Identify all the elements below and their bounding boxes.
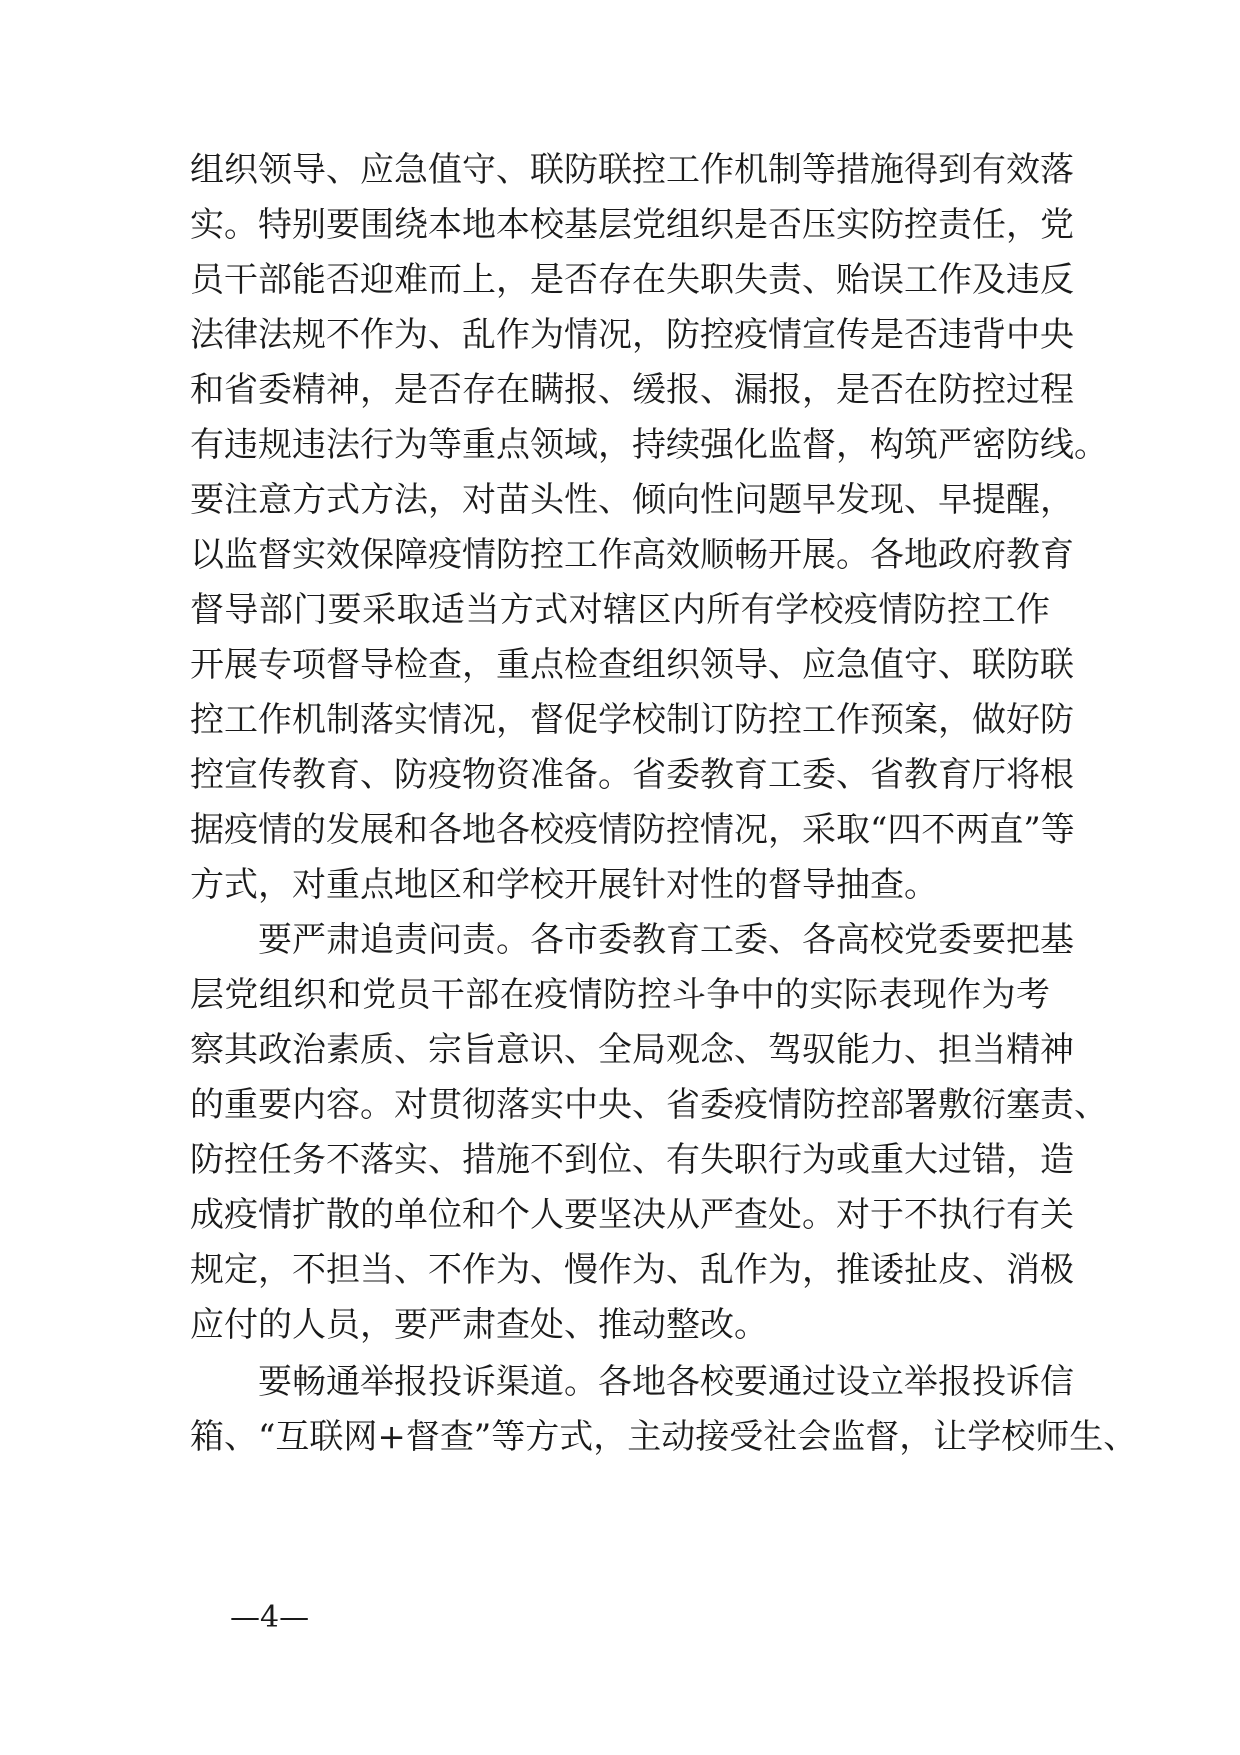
paragraph-line: 组织领导、应急值守、联防联控工作机制等措施得到有效落: [190, 150, 1074, 190]
paragraph-line: 法律法规不作为、乱作为情况，防控疫情宣传是否违背中央: [190, 315, 1074, 355]
paragraph-line: 员干部能否迎难而上，是否存在失职失责、贻误工作及违反: [190, 260, 1074, 300]
paragraph-line: 督导部门要采取适当方式对辖区内所有学校疫情防控工作: [190, 590, 1050, 630]
paragraph-line: 箱、“互联网+督查”等方式，主动接受社会监督，让学校师生、: [190, 1417, 1138, 1457]
paragraph-line: 开展专项督导检查，重点检查组织领导、应急值守、联防联: [190, 645, 1074, 685]
paragraph-line: 要注意方式方法，对苗头性、倾向性问题早发现、早提醒，: [190, 480, 1074, 520]
paragraph-line: 实。特别要围绕本地本校基层党组织是否压实防控责任，党: [190, 205, 1074, 245]
paragraph-line: 控宣传教育、防疫物资准备。省委教育工委、省教育厅将根: [190, 755, 1074, 795]
paragraph-line: 成疫情扩散的单位和个人要坚决从严查处。对于不执行有关: [190, 1195, 1074, 1235]
paragraph-line: 防控任务不落实、措施不到位、有失职行为或重大过错，造: [190, 1140, 1074, 1180]
paragraph-line: 层党组织和党员干部在疫情防控斗争中的实际表现作为考: [190, 975, 1050, 1015]
paragraph-line: 察其政治素质、宗旨意识、全局观念、驾驭能力、担当精神: [190, 1030, 1074, 1070]
paragraph-line: 方式，对重点地区和学校开展针对性的督导抽查。: [190, 865, 938, 905]
paragraph-line: 有违规违法行为等重点领域，持续强化监督，构筑严密防线。: [190, 425, 1108, 465]
paragraph-line: 控工作机制落实情况，督促学校制订防控工作预案，做好防: [190, 700, 1074, 740]
page-number: —4—: [230, 1600, 310, 1635]
paragraph-line: 要畅通举报投诉渠道。各地各校要通过设立举报投诉信: [258, 1362, 1074, 1402]
paragraph-line: 和省委精神，是否存在瞒报、缓报、漏报，是否在防控过程: [190, 370, 1074, 410]
paragraph-line: 据疫情的发展和各地各校疫情防控情况，采取“四不两直”等: [190, 810, 1075, 850]
paragraph-line: 规定，不担当、不作为、慢作为、乱作为，推诿扯皮、消极: [190, 1250, 1074, 1290]
paragraph-line: 以监督实效保障疫情防控工作高效顺畅开展。各地政府教育: [190, 535, 1074, 575]
paragraph-line: 要严肃追责问责。各市委教育工委、各高校党委要把基: [258, 920, 1074, 960]
paragraph-line: 应付的人员，要严肃查处、推动整改。: [190, 1305, 768, 1345]
paragraph-line: 的重要内容。对贯彻落实中央、省委疫情防控部署敷衍塞责、: [190, 1085, 1108, 1125]
